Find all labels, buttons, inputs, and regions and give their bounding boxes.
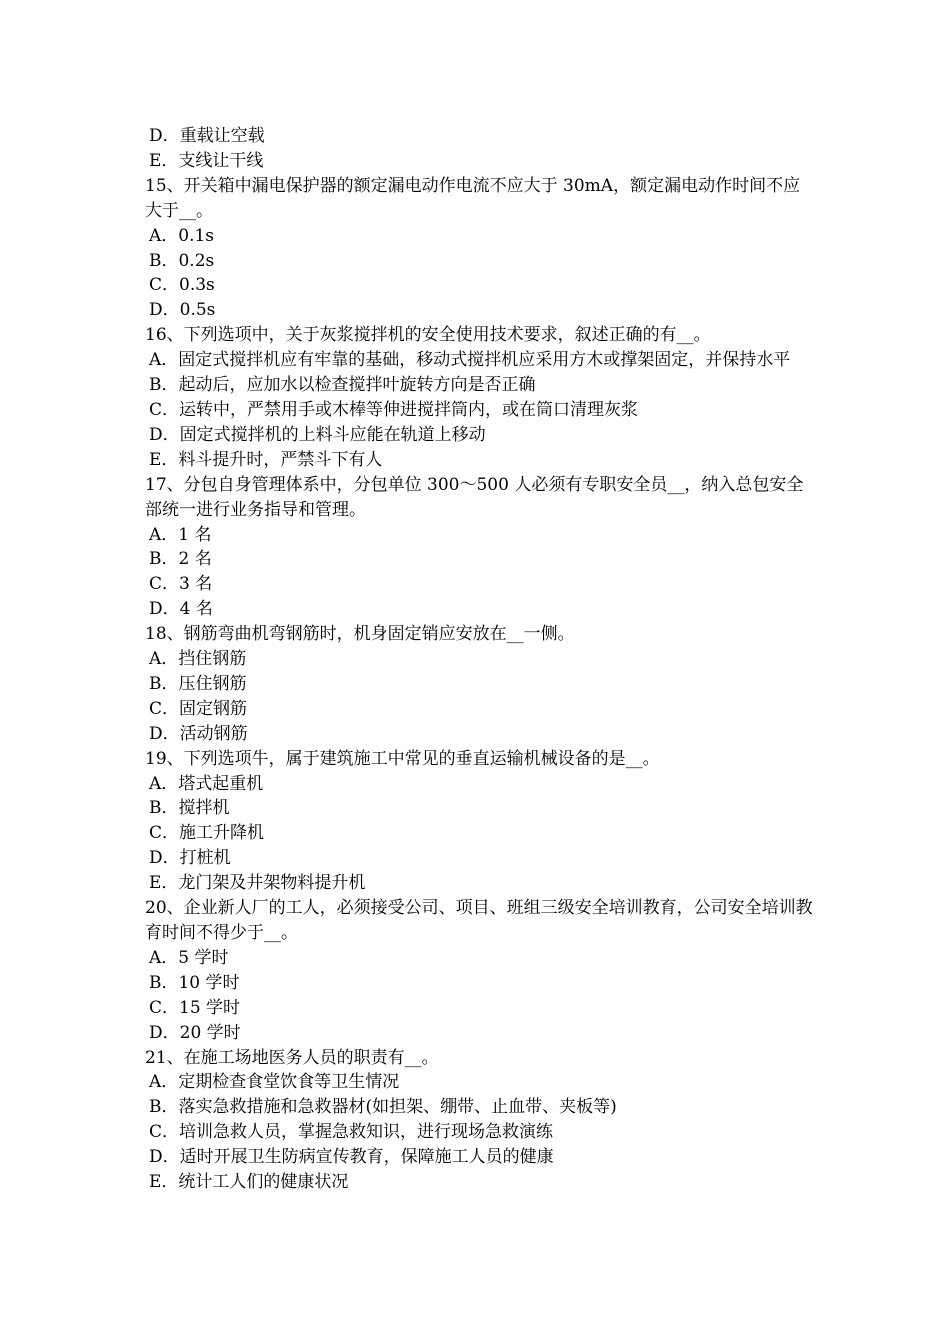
question-list: [145, 124, 815, 1195]
option-line: C．培训急救人员，掌握急救知识，进行现场急救演练: [149, 1122, 554, 1143]
option-line: D．重载让空载: [149, 126, 265, 146]
question-text: 17、分包自身管理体系中，分包单位 300～500 人必须有专职安全员__，纳入总包安全部统一进行业务指导和管理。: [145, 474, 804, 520]
option-line: C．0.3s: [149, 275, 215, 296]
option-line: A．0.1s: [149, 225, 215, 246]
option-line: A．固定式搅拌机应有牢靠的基础，移动式搅拌机应采用方木或撑架固定，并保持水平: [149, 350, 791, 371]
option-line: A．定期检查食堂饮食等卫生情况: [149, 1072, 400, 1093]
option-line: C．施工升降机: [149, 823, 265, 844]
question-text: 18、钢筋弯曲机弯钢筋时，机身固定销应安放在__一侧。: [145, 624, 575, 645]
option-line: C．固定钢筋: [149, 698, 248, 719]
option-line: B．10 学时: [149, 972, 240, 993]
option-line: A．塔式起重机: [149, 773, 264, 794]
question-text: 21、在施工场地医务人员的职责有__。: [145, 1047, 439, 1068]
option-line: D．20 学时: [149, 1022, 241, 1043]
option-line: A．5 学时: [149, 947, 229, 968]
option-line: E．料斗提升时，严禁斗下有人: [149, 449, 383, 470]
option-line: B．搅拌机: [149, 798, 230, 819]
option-line: D．活动钢筋: [149, 723, 248, 744]
option-line: A．1 名: [149, 524, 212, 545]
option-line: B．起动后，应加水以检查搅拌叶旋转方向是否正确: [149, 375, 536, 396]
option-line: C．运转中，严禁用手或木棒等伸进搅拌筒内，或在筒口清理灰浆: [149, 399, 639, 420]
option-line: B．2 名: [149, 549, 212, 570]
question-text: 19、下列选项牛，属于建筑施工中常见的垂直运输机械设备的是__。: [145, 748, 660, 769]
option-line: D．4 名: [149, 599, 213, 620]
option-line: D．适时开展卫生防病宣传教育，保障施工人员的健康: [149, 1147, 554, 1168]
option-line: B．压住钢筋: [149, 673, 247, 694]
question-text: 15、开关箱中漏电保护器的额定漏电动作电流不应大于 30mA，额定漏电动作时间不应大于__。: [145, 175, 801, 221]
option-line: A．挡住钢筋: [149, 649, 247, 670]
option-line: C．15 学时: [149, 997, 241, 1018]
option-line: E．统计工人们的健康状况: [149, 1172, 349, 1193]
option-line: B．落实急救措施和急救器材(如担架、绷带、止血带、夹板等): [149, 1097, 617, 1118]
option-line: E．支线让干线: [149, 150, 264, 171]
question-text: 16、下列选项中，关于灰浆搅拌机的安全使用技术要求，叙述正确的有__。: [145, 325, 711, 346]
option-line: E．龙门架及井架物料提升机: [149, 873, 366, 894]
option-line: D．0.5s: [149, 300, 216, 321]
option-line: D．固定式搅拌机的上料斗应能在轨道上移动: [149, 424, 486, 445]
option-line: D．打桩机: [149, 848, 231, 869]
option-line: C．3 名: [149, 574, 213, 595]
option-line: B．0.2s: [149, 250, 215, 271]
question-text: 20、企业新人厂的工人，必须接受公司、项目、班组三级安全培训教育，公司安全培训教育时间不得少于__。: [145, 898, 813, 943]
